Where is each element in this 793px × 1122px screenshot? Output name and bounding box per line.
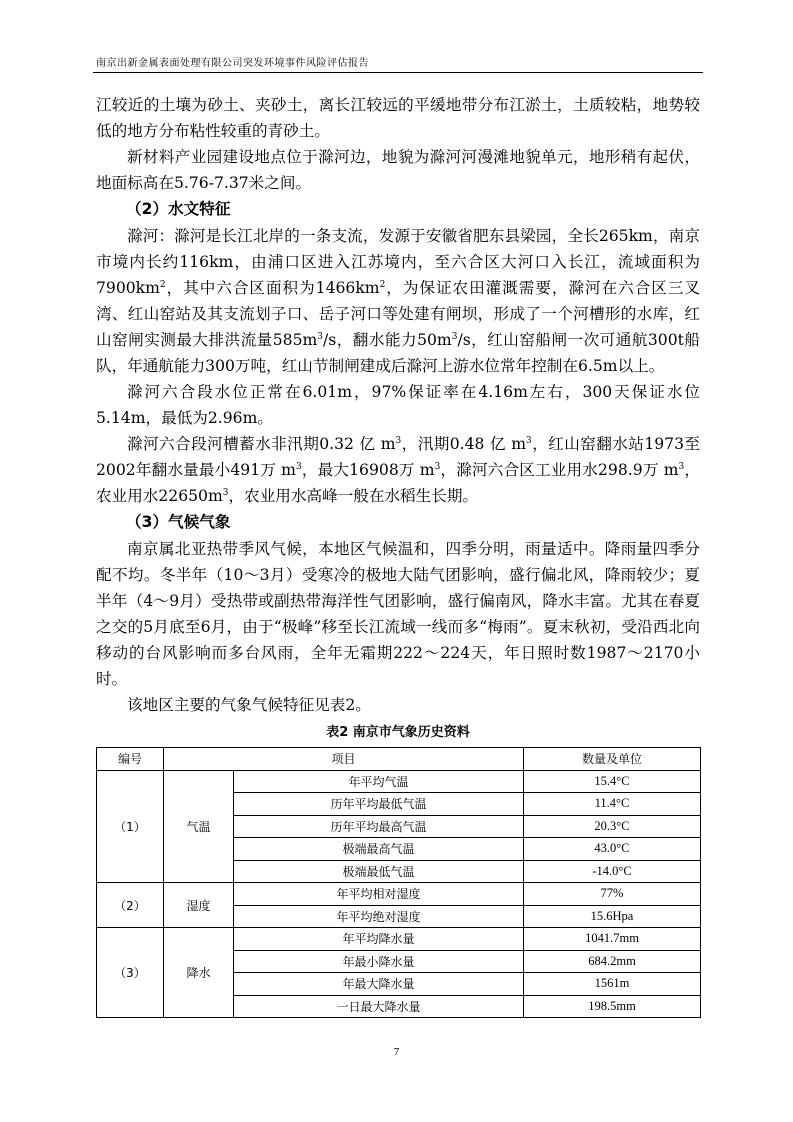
terrain-paragraph: 新材料产业园建设地点位于滁河边，地貌为滁河河漫滩地貌单元，地形稍有起伏，地面标高在5.76-7.37米之间。 bbox=[96, 148, 700, 192]
row-value: 11.4°C bbox=[524, 793, 701, 816]
row-value: 77% bbox=[524, 883, 701, 906]
group-name: 气温 bbox=[164, 770, 234, 883]
table-caption: 表2 南京市气象历史资料 bbox=[326, 725, 470, 740]
group-number: （3） bbox=[97, 928, 164, 1018]
row-label: 年最大降水量 bbox=[234, 973, 524, 996]
row-label: 极端最低气温 bbox=[234, 860, 524, 883]
header-item: 项目 bbox=[164, 748, 524, 771]
row-value: 1561m bbox=[524, 973, 701, 996]
climate-paragraph: 南京属北亚热带季风气候，本地区气候温和，四季分明，雨量适中。降雨量四季分配不均。冬半年（10～3月）受寒冷的极地大陆气团影响，盛行偏北风，降雨较少；夏半年（4～9月）受热带或副热带海洋性气团影响，盛行偏南风，降水丰富。尤其在春夏之交的5月底至6月，由于“极峰”移至长江流域一线而多“梅雨”。夏末秋初，受沿西北向移动的台风影响而多台风雨，全年无霜期222～224天，年日照时数1987～2170小时。 bbox=[96, 540, 700, 688]
group-name: 降水 bbox=[164, 928, 234, 1018]
chu-river-paragraph: 滁河：滁河是长江北岸的一条支流，发源于安徽省肥东县梁园，全长265km，南京市境内长约116km，由浦口区进入江苏境内，至六合区大河口入长江，流域面积为$7900km^2$，其中六合区面积为$1466km^2$，为保证农田灌溉需要，滁河在六合区三叉湾、红山窑站及其支流划子口、岳子河口等处建有闸坝，形成了一个河槽形的水库，红山窑闸实测最大排洪流量$585m^3/s$，翻水能力$50m^3/s$，红山窑船闸一次可通航300t船队，年通航能力300万吨，红山节制闸建成后滁河上游水位常年控制在6.5m以上。 bbox=[96, 227, 700, 375]
running-header: 南京出新金属表面处理有限公司突发环境事件风险评估报告 bbox=[96, 58, 369, 69]
table-reference-paragraph: 该地区主要的气象气候特征见表2。 bbox=[127, 696, 371, 714]
page-number: 7 bbox=[393, 1046, 400, 1058]
table-header-row bbox=[97, 748, 701, 771]
row-value: 684.2mm bbox=[524, 950, 701, 973]
row-value: 198.5mm bbox=[524, 995, 701, 1018]
group-number: （1） bbox=[97, 770, 164, 883]
group-number: （2） bbox=[97, 883, 164, 928]
group-name: 湿度 bbox=[164, 883, 234, 928]
header-number: 编号 bbox=[97, 748, 164, 771]
storage-paragraph: 滁河六合段河槽蓄水非汛期0.32 亿 $m^3$，汛期0.48 亿 $m^3$，红山窑翻水站1973至2002年翻水量最小491万 $m^3$，最大16908万 $m^3$，滁河六合区工业用水298.9万 $m^3$，农业用水$22650m^3$，农业用水高峰一般在水稻生长期。 bbox=[96, 435, 701, 505]
row-label: 年平均气温 bbox=[234, 770, 524, 793]
row-label: 年平均相对湿度 bbox=[234, 883, 524, 906]
row-label: 一日最大降水量 bbox=[234, 995, 524, 1018]
soil-paragraph: 江较近的土壤为砂土、夹砂土，离长江较远的平缓地带分布江淤土，土质较粘，地势较低的地方分布粘性较重的青砂土。 bbox=[96, 96, 700, 140]
row-value: 15.4°C bbox=[524, 770, 701, 793]
page-body bbox=[96, 92, 700, 1018]
header-divider bbox=[93, 72, 703, 73]
row-label: 年平均降水量 bbox=[234, 928, 524, 951]
table-row bbox=[97, 770, 701, 793]
row-label: 历年平均最高气温 bbox=[234, 815, 524, 838]
table-row bbox=[97, 928, 701, 951]
climate-table bbox=[96, 747, 701, 1018]
row-value: 43.0°C bbox=[524, 838, 701, 861]
row-value: 1041.7mm bbox=[524, 928, 701, 951]
water-level-paragraph: 滁河六合段水位正常在6.01m，97%保证率在4.16m左右，300天保证水位5.14m，最低为2.96m。 bbox=[96, 383, 700, 427]
hydrology-heading: （2）水文特征 bbox=[126, 200, 231, 218]
row-label: 极端最高气温 bbox=[234, 838, 524, 861]
row-label: 年最小降水量 bbox=[234, 950, 524, 973]
row-value: 20.3°C bbox=[524, 815, 701, 838]
row-label: 年平均绝对湿度 bbox=[234, 905, 524, 928]
table-row bbox=[97, 883, 701, 906]
row-label: 历年平均最低气温 bbox=[234, 793, 524, 816]
row-value: -14.0°C bbox=[524, 860, 701, 883]
row-value: 15.6Hpa bbox=[524, 905, 701, 928]
header-value: 数量及单位 bbox=[524, 748, 701, 771]
climate-heading: （3）气候气象 bbox=[126, 513, 231, 531]
